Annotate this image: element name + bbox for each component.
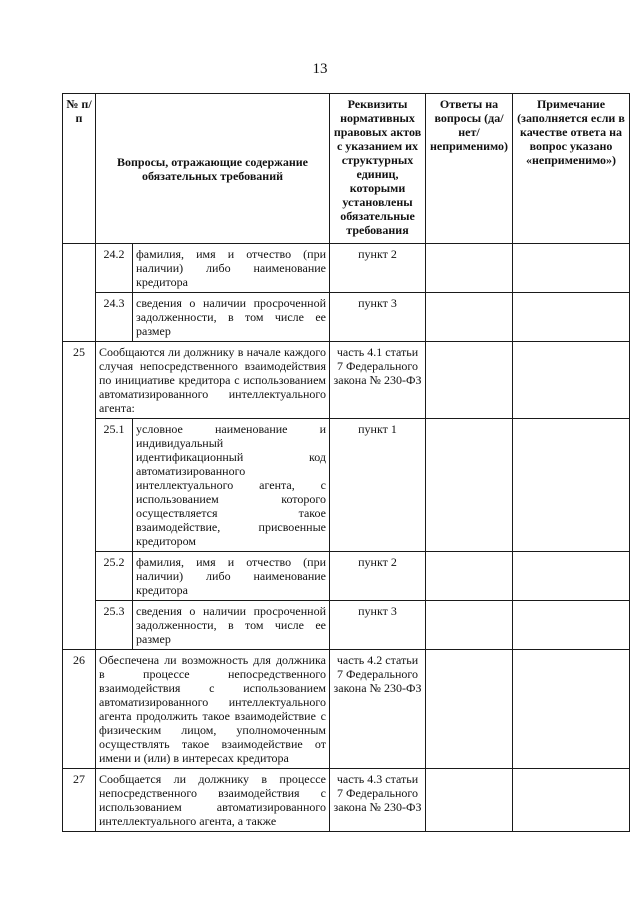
table-row [63, 244, 630, 293]
row-number: 26 [63, 650, 96, 769]
table-row [63, 650, 630, 769]
row-subnumber: 24.3 [96, 293, 133, 342]
requirements-table [62, 93, 630, 832]
question-text: сведения о наличии просроченной задолженности, в том числе ее размер [133, 293, 330, 342]
answer-cell[interactable] [426, 419, 513, 552]
answer-cell[interactable] [426, 244, 513, 293]
table-row [63, 552, 630, 601]
table-row [63, 601, 630, 650]
question-text: условное наименование и индивидуальный идентификационный код автоматизированного интеллектуального агента, с использованием которого осуществляется такое взаимодействие, присвоенные кредитором [133, 419, 330, 552]
requisite-ref: часть 4.3 статьи 7 Федерального закона № 230-ФЗ [330, 769, 426, 832]
question-text: Сообщается ли должнику в процессе непосредственного взаимодействия с использованием автоматизированного интеллектуального агента, а также [96, 769, 330, 832]
page-number: 13 [312, 61, 328, 77]
note-cell[interactable] [513, 601, 630, 650]
note-cell[interactable] [513, 293, 630, 342]
answer-cell[interactable] [426, 650, 513, 769]
row-subnumber: 25.3 [96, 601, 133, 650]
answer-cell[interactable] [426, 552, 513, 601]
table-row [63, 293, 630, 342]
note-cell[interactable] [513, 650, 630, 769]
row-number [63, 244, 96, 342]
table-row [63, 769, 630, 832]
table-row [63, 342, 630, 419]
table-header-row [63, 94, 630, 244]
header-questions: Вопросы, отражающие содержание обязательных требований [96, 94, 330, 244]
requisite-ref: часть 4.2 статьи 7 Федерального закона № 230-ФЗ [330, 650, 426, 769]
row-number: 27 [63, 769, 96, 832]
note-cell[interactable] [513, 244, 630, 293]
question-text: Обеспечена ли возможность для должника в процессе непосредственного взаимодействия с использованием автоматизированного интеллектуального агента продолжить такое взаимодействие с физическим лицом, уполномоченным осуществлять такое взаимодействие от имени и (или) в интересах кредитора [96, 650, 330, 769]
note-cell[interactable] [513, 552, 630, 601]
header-num: № п/п [63, 94, 96, 244]
requisite-ref: пункт 2 [330, 244, 426, 293]
note-cell[interactable] [513, 769, 630, 832]
requisite-ref: пункт 2 [330, 552, 426, 601]
row-subnumber: 25.2 [96, 552, 133, 601]
note-cell[interactable] [513, 342, 630, 419]
answer-cell[interactable] [426, 769, 513, 832]
answer-cell[interactable] [426, 601, 513, 650]
requisite-ref: пункт 3 [330, 601, 426, 650]
question-text: сведения о наличии просроченной задолженности, в том числе ее размер [133, 601, 330, 650]
header-requisites: Реквизиты нормативных правовых актов с указанием их структурных единиц, которыми установлены обязательные требования [330, 94, 426, 244]
requisite-ref: пункт 3 [330, 293, 426, 342]
header-answers: Ответы на вопросы (да/нет/ неприменимо) [426, 94, 513, 244]
row-subnumber: 24.2 [96, 244, 133, 293]
answer-cell[interactable] [426, 293, 513, 342]
question-text: Сообщаются ли должнику в начале каждого случая непосредственного взаимодействия по инициативе кредитора с использованием автоматизированного интеллектуального агента: [96, 342, 330, 419]
requisite-ref: часть 4.1 статьи 7 Федерального закона № 230-ФЗ [330, 342, 426, 419]
question-text: фамилия, имя и отчество (при наличии) либо наименование кредитора [133, 244, 330, 293]
header-note: Примечание (заполняется если в качестве ответа на вопрос указано «неприменимо») [513, 94, 630, 244]
row-number: 25 [63, 342, 96, 650]
answer-cell[interactable] [426, 342, 513, 419]
note-cell[interactable] [513, 419, 630, 552]
question-text: фамилия, имя и отчество (при наличии) либо наименование кредитора [133, 552, 330, 601]
requisite-ref: пункт 1 [330, 419, 426, 552]
row-subnumber: 25.1 [96, 419, 133, 552]
table-row [63, 419, 630, 552]
